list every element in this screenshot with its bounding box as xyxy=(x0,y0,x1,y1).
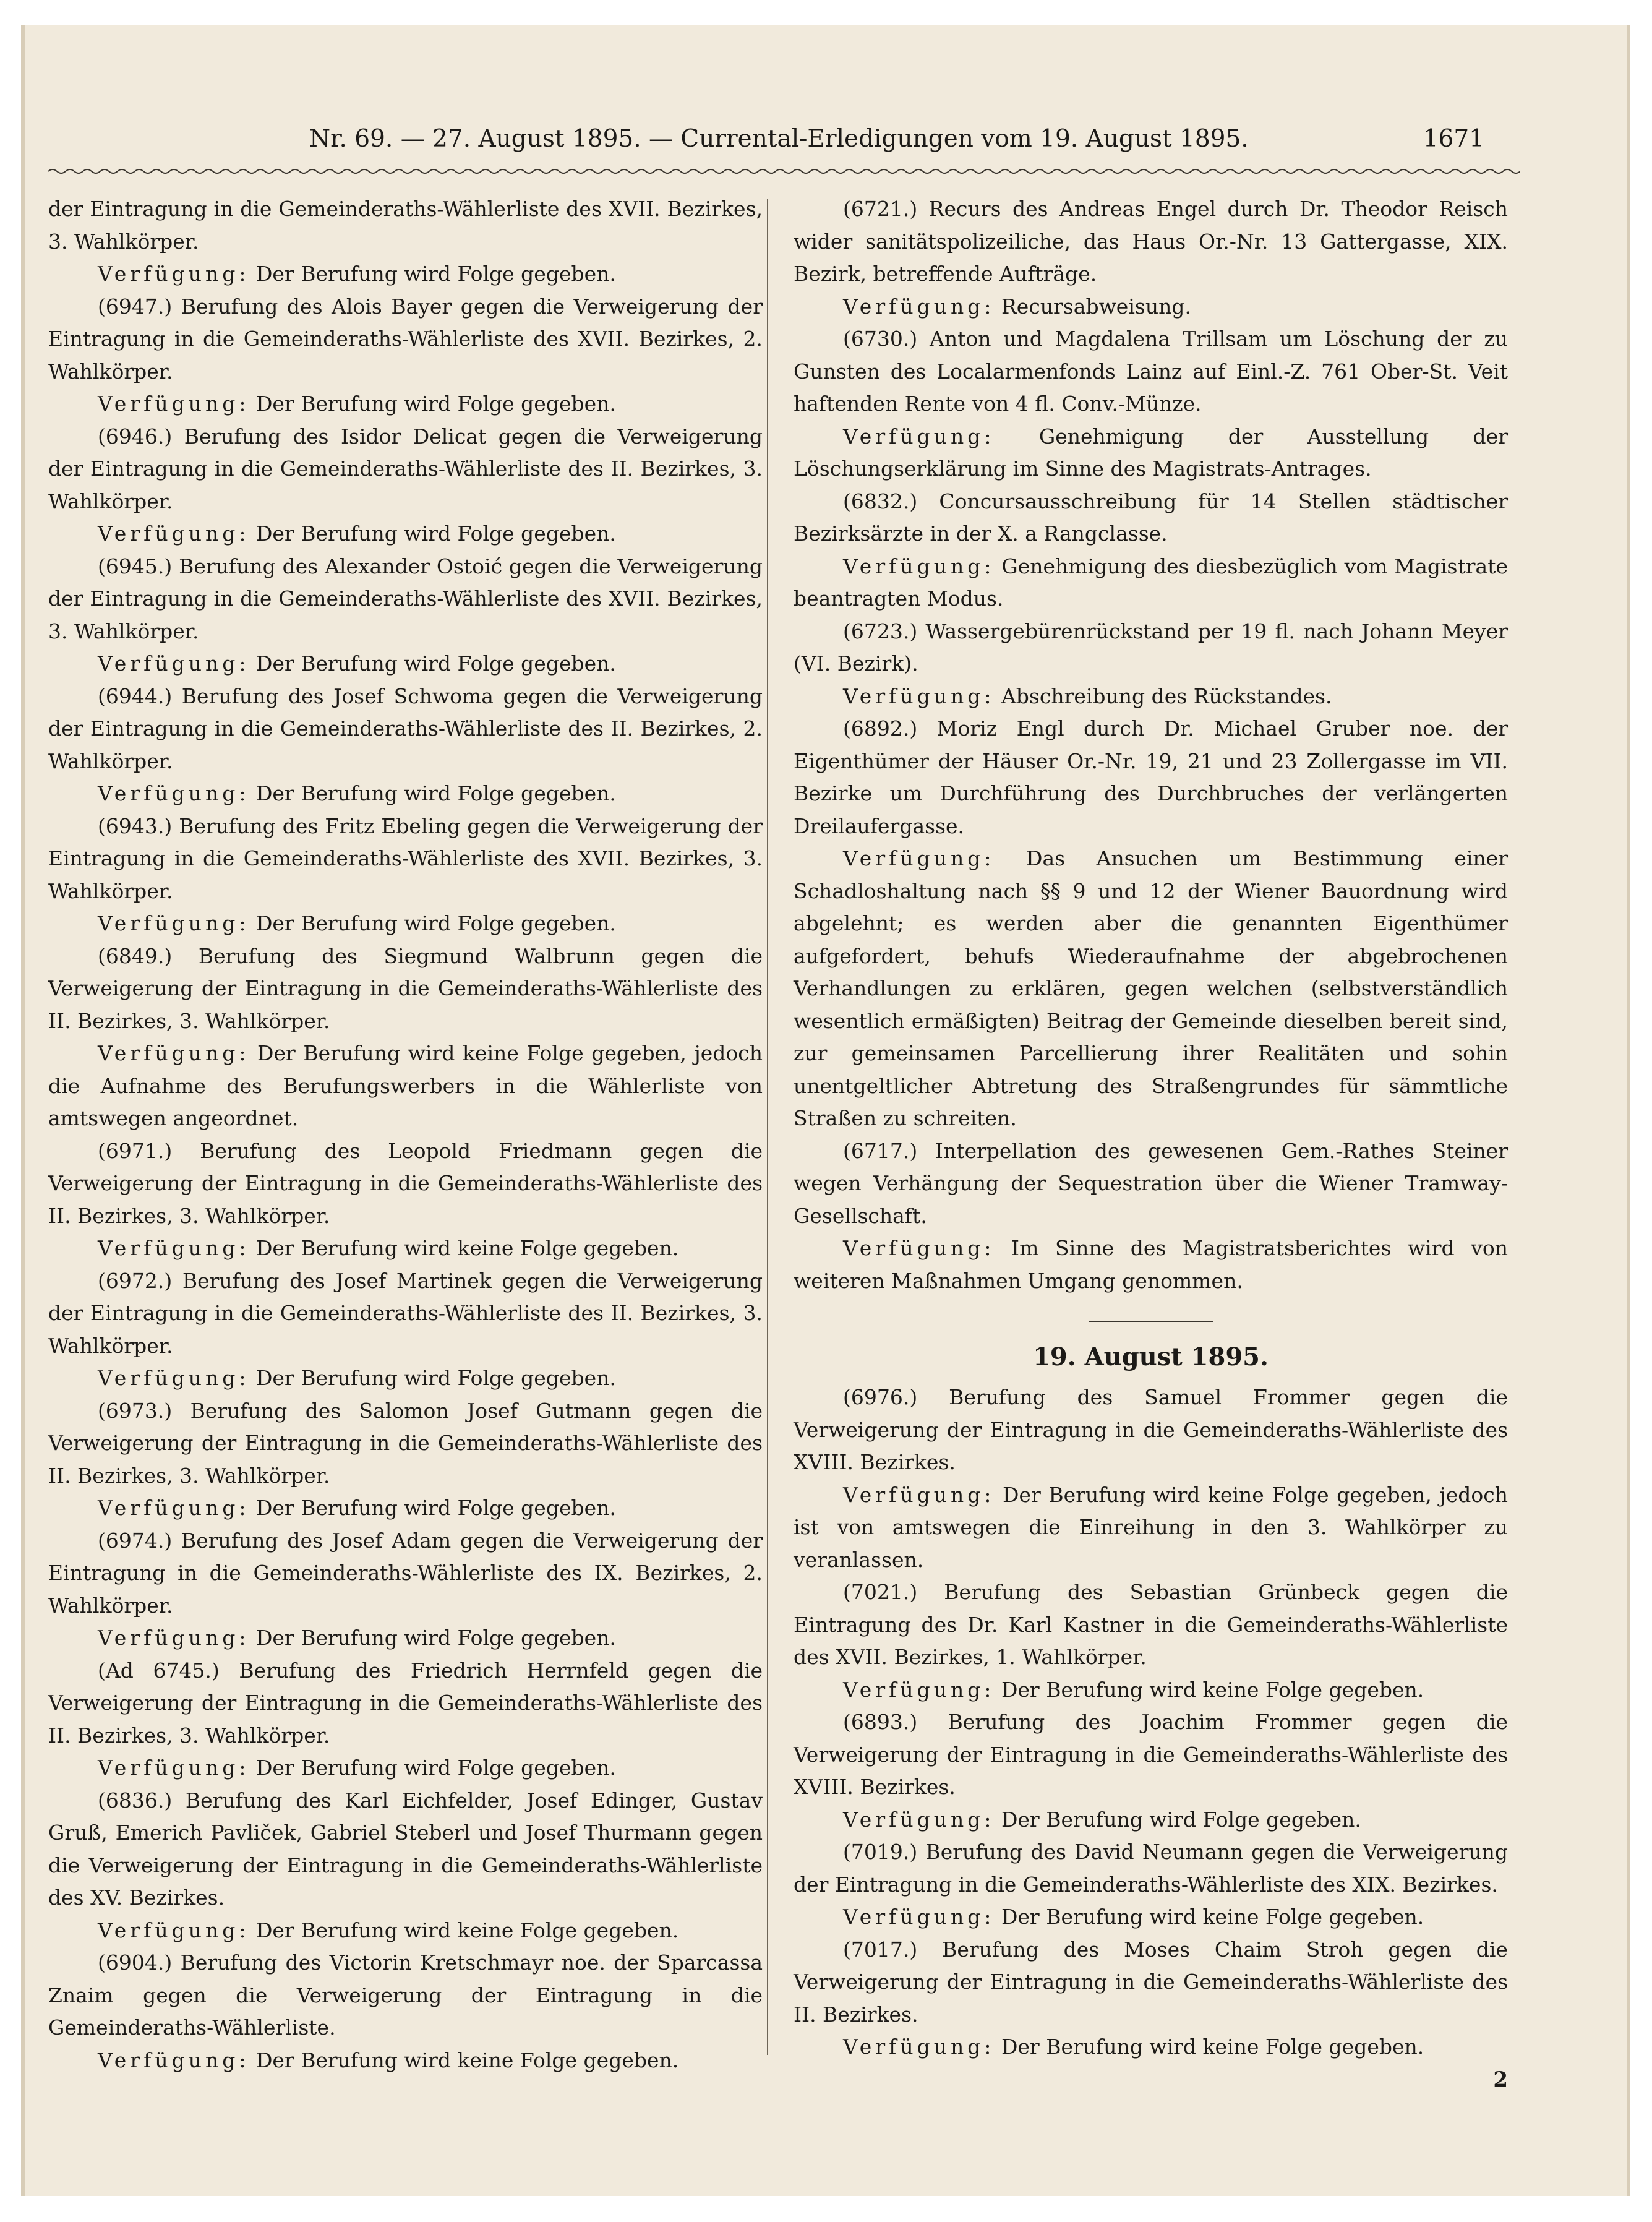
entry-paragraph: (6947.) Berufung des Alois Bayer gegen die Verweigerung der Eintragung in die Gemeinderaths-Wählerliste des XVII. Bezirkes, 2. Wahlkörper. xyxy=(48,294,763,384)
decision-paragraph: Verfügung: Der Berufung wird Folge gegeben. xyxy=(98,392,616,416)
entry-paragraph: (6892.) Moriz Engl durch Dr. Michael Gruber noe. der Eigenthümer der Häuser Or.-Nr. 19, 21 und 23 Zollergasse im VII. Bezirke um Durchführung des Durchbruches der verlängerten Dreilaufergasse. xyxy=(794,716,1508,838)
decision-paragraph: Verfügung: Der Berufung wird keine Folge gegeben, jedoch die Aufnahme des Berufungswerbers in die Wählerliste von amtswegen angeordnet. xyxy=(48,1041,763,1130)
entry-paragraph: (Ad 6745.) Berufung des Friedrich Herrnfeld gegen die Verweigerung der Eintragung in die Gemeinderaths-Wählerliste des II. Bezirkes, 3. Wahlkörper. xyxy=(48,1658,763,1748)
entry-paragraph: (7021.) Berufung des Sebastian Grünbeck gegen die Eintragung des Dr. Karl Kastner in die Gemeinderaths-Wählerliste des XVII. Bezirkes, 1. Wahlkörper. xyxy=(794,1580,1508,1669)
entry-paragraph: (6976.) Berufung des Samuel Frommer gegen die Verweigerung der Eintragung in die Gemeinderaths-Wählerliste des XVIII. Bezirkes. xyxy=(794,1385,1508,1474)
entry-paragraph: (6946.) Berufung des Isidor Delicat gegen die Verweigerung der Eintragung in die Gemeinderaths-Wählerliste des II. Bezirkes, 3. Wahlkörper. xyxy=(48,424,763,513)
entry-paragraph: (7017.) Berufung des Moses Chaim Stroh gegen die Verweigerung der Eintragung in die Gemeinderaths-Wählerliste des II. Bezirkes. xyxy=(794,1937,1508,2027)
entry-paragraph: (6974.) Berufung des Josef Adam gegen die Verweigerung der Eintragung in die Gemeinderaths-Wählerliste des IX. Bezirkes, 2. Wahlkörper. xyxy=(48,1528,763,1618)
page-number: 1671 xyxy=(1423,125,1484,153)
decision-label: Verfügung: xyxy=(843,424,995,448)
section-separator xyxy=(1089,1321,1213,1322)
decision-label: Verfügung: xyxy=(843,1482,995,1507)
decision-paragraph: Verfügung: Der Berufung wird keine Folge gegeben. xyxy=(98,1236,679,1260)
decision-label: Verfügung: xyxy=(98,1236,250,1260)
decision-paragraph: Verfügung: Der Berufung wird Folge gegeben. xyxy=(98,1496,616,1520)
decision-label: Verfügung: xyxy=(98,1496,250,1520)
entry-paragraph: (6972.) Berufung des Josef Martinek gegen die Verweigerung der Eintragung in die Gemeinderaths-Wählerliste des II. Bezirkes, 3. Wahlkörper. xyxy=(48,1268,763,1358)
entry-paragraph: (7019.) Berufung des David Neumann gegen die Verweigerung der Eintragung in die Gemeinderaths-Wählerliste des XIX. Bezirkes. xyxy=(794,1840,1508,1897)
entry-paragraph: (6832.) Concursausschreibung für 14 Stellen städtischer Bezirksärzte in der X. a Rangclasse. xyxy=(794,489,1508,546)
decision-paragraph: Verfügung: Abschreibung des Rückstandes. xyxy=(843,684,1332,708)
entry-paragraph: (6973.) Berufung des Salomon Josef Gutmann gegen die Verweigerung der Eintragung in die Gemeinderaths-Wählerliste des II. Bezirkes, 3. Wahlkörper. xyxy=(48,1398,763,1488)
header-rule xyxy=(48,167,1520,176)
running-header xyxy=(309,122,1521,160)
decision-label: Verfügung: xyxy=(843,554,995,578)
continued-paragraph: der Eintragung in die Gemeinderaths-Wählerliste des XVII. Bezirkes, 3. Wahlkörper. xyxy=(48,197,763,254)
decision-label: Verfügung: xyxy=(98,1366,250,1390)
decision-paragraph: Verfügung: Der Berufung wird keine Folge gegeben. xyxy=(843,1905,1424,1929)
entry-paragraph: (6730.) Anton und Magdalena Trillsam um Löschung der zu Gunsten des Localarmenfonds Lainz auf Einl.-Z. 761 Ober-St. Veit haftenden Rente von 4 fl. Conv.-Münze. xyxy=(794,327,1508,416)
decision-paragraph: Verfügung: Der Berufung wird Folge gegeben. xyxy=(98,262,616,286)
scan-edge-right xyxy=(1627,25,1630,2196)
decision-label: Verfügung: xyxy=(843,294,995,319)
decision-label: Verfügung: xyxy=(98,1918,250,1942)
signature-mark: 2 xyxy=(1493,2067,1508,2092)
decision-label: Verfügung: xyxy=(843,1905,995,1929)
decision-label: Verfügung: xyxy=(98,1756,250,1780)
decision-paragraph: Verfügung: Der Berufung wird Folge gegeben. xyxy=(98,1366,616,1390)
entry-paragraph: (6717.) Interpellation des gewesenen Gem.-Rathes Steiner wegen Verhängung der Sequestration über die Wiener Tramway-Gesellschaft. xyxy=(794,1138,1508,1228)
decision-paragraph: Verfügung: Der Berufung wird keine Folge gegeben. xyxy=(843,2035,1424,2059)
decision-paragraph: Verfügung: Genehmigung des diesbezüglich vom Magistrate beantragten Modus. xyxy=(794,554,1508,611)
decision-paragraph: Verfügung: Genehmigung der Ausstellung der Löschungserklärung im Sinne des Magistrats-Antrages. xyxy=(794,424,1508,481)
decision-paragraph: Verfügung: Der Berufung wird Folge gegeben. xyxy=(98,911,616,935)
decision-label: Verfügung: xyxy=(98,911,250,935)
decision-label: Verfügung: xyxy=(843,1677,995,1702)
decision-paragraph: Verfügung: Im Sinne des Magistratsberichtes wird von weiteren Maßnahmen Umgang genommen. xyxy=(794,1236,1508,1293)
decision-label: Verfügung: xyxy=(843,1807,995,1832)
decision-label: Verfügung: xyxy=(98,1626,250,1650)
decision-label: Verfügung: xyxy=(98,2048,250,2072)
decision-paragraph: Verfügung: Der Berufung wird Folge gegeben. xyxy=(98,521,616,546)
decision-label: Verfügung: xyxy=(98,392,250,416)
decision-paragraph: Verfügung: Der Berufung wird Folge gegeben. xyxy=(843,1807,1361,1832)
entry-paragraph: (6904.) Berufung des Victorin Kretschmayr noe. der Sparcassa Znaim gegen die Verweigerung der Eintragung in die Gemeinderaths-Wählerliste. xyxy=(48,1950,763,2040)
entry-paragraph: (6849.) Berufung des Siegmund Walbrunn gegen die Verweigerung der Eintragung in die Gemeinderaths-Wählerliste des II. Bezirkes, 3. Wahlkörper. xyxy=(48,943,763,1033)
decision-paragraph: Verfügung: Recursabweisung. xyxy=(843,294,1191,319)
decision-label: Verfügung: xyxy=(98,781,250,805)
decision-paragraph: Verfügung: Der Berufung wird keine Folge gegeben, jedoch ist von amtswegen die Einreihung in den 3. Wahlkörper zu veranlassen. xyxy=(794,1482,1508,1572)
entry-paragraph: (6945.) Berufung des Alexander Ostoić gegen die Verweigerung der Eintragung in die Gemeinderaths-Wählerliste des XVII. Bezirkes, 3. Wahlkörper. xyxy=(48,554,763,643)
entry-paragraph: (6971.) Berufung des Leopold Friedmann gegen die Verweigerung der Eintragung in die Gemeinderaths-Wählerliste des II. Bezirkes, 3. Wahlkörper. xyxy=(48,1138,763,1228)
column-divider xyxy=(767,199,768,2055)
decision-label: Verfügung: xyxy=(98,1041,250,1065)
entry-paragraph: (6836.) Berufung des Karl Eichfelder, Josef Edinger, Gustav Gruß, Emerich Pavliček, Gabriel Steberl und Josef Thurmann gegen die Verweigerung der Eintragung in die Gemeinderaths-Wählerliste des XV. Bezirkes. xyxy=(48,1788,763,1910)
decision-paragraph: Verfügung: Der Berufung wird keine Folge gegeben. xyxy=(843,1677,1424,1702)
decision-label: Verfügung: xyxy=(98,651,250,676)
scan-edge-left xyxy=(21,25,25,2196)
decision-label: Verfügung: xyxy=(843,1236,995,1260)
decision-label: Verfügung: xyxy=(98,521,250,546)
entry-paragraph: (6721.) Recurs des Andreas Engel durch Dr. Theodor Reisch wider sanitätspolizeiliche, das Haus Or.-Nr. 13 Gattergasse, XIX. Bezirk, betreffende Aufträge. xyxy=(794,197,1508,286)
decision-paragraph: Verfügung: Der Berufung wird Folge gegeben. xyxy=(98,781,616,805)
entry-paragraph: (6893.) Berufung des Joachim Frommer gegen die Verweigerung der Eintragung in die Gemeinderaths-Wählerliste des XVIII. Bezirkes. xyxy=(794,1710,1508,1799)
decision-paragraph: Verfügung: Der Berufung wird keine Folge gegeben. xyxy=(98,1918,679,1942)
decision-paragraph: Verfügung: Der Berufung wird keine Folge gegeben. xyxy=(98,2048,679,2072)
decision-label: Verfügung: xyxy=(843,684,995,708)
entry-paragraph: (6944.) Berufung des Josef Schwoma gegen die Verweigerung der Eintragung in die Gemeinderaths-Wählerliste des II. Bezirkes, 2. Wahlkörper. xyxy=(48,684,763,773)
decision-paragraph: Verfügung: Der Berufung wird Folge gegeben. xyxy=(98,1756,616,1780)
right-column xyxy=(794,193,1508,2096)
decision-paragraph: Verfügung: Der Berufung wird Folge gegeben. xyxy=(98,651,616,676)
decision-paragraph: Verfügung: Das Ansuchen um Bestimmung einer Schadloshaltung nach §§ 9 und 12 der Wiener Bauordnung wird abgelehnt; es werden aber die genannten Eigenthümer aufgefordert, behufs Wiederaufnahme der abgebrochenen Verhandlungen zu erklären, gegen welchen (selbstverständlich wesentlich ermäßigten) Beitrag der Gemeinde dieselben bereit sind, zur gemeinsamen Parcellierung ihrer Realitäten und sohin unentgeltlicher Abtretung des Straßengrundes für sämmtliche Straßen zu schreiten. xyxy=(794,846,1508,1130)
decision-label: Verfügung: xyxy=(98,262,250,286)
date-heading: 19. August 1895. xyxy=(1033,1342,1269,1371)
entry-paragraph: (6943.) Berufung des Fritz Ebeling gegen die Verweigerung der Eintragung in die Gemeinderaths-Wählerliste des XVII. Bezirkes, 3. Wahlkörper. xyxy=(48,813,763,903)
decision-paragraph: Verfügung: Der Berufung wird Folge gegeben. xyxy=(98,1626,616,1650)
header-title: Nr. 69. — 27. August 1895. — Currental-Erledigungen vom 19. August 1895. xyxy=(309,125,1249,153)
left-column xyxy=(48,193,763,2077)
decision-label: Verfügung: xyxy=(843,846,995,870)
entry-paragraph: (6723.) Wassergebürenrückstand per 19 fl. nach Johann Meyer (VI. Bezirk). xyxy=(794,619,1508,676)
decision-label: Verfügung: xyxy=(843,2035,995,2059)
